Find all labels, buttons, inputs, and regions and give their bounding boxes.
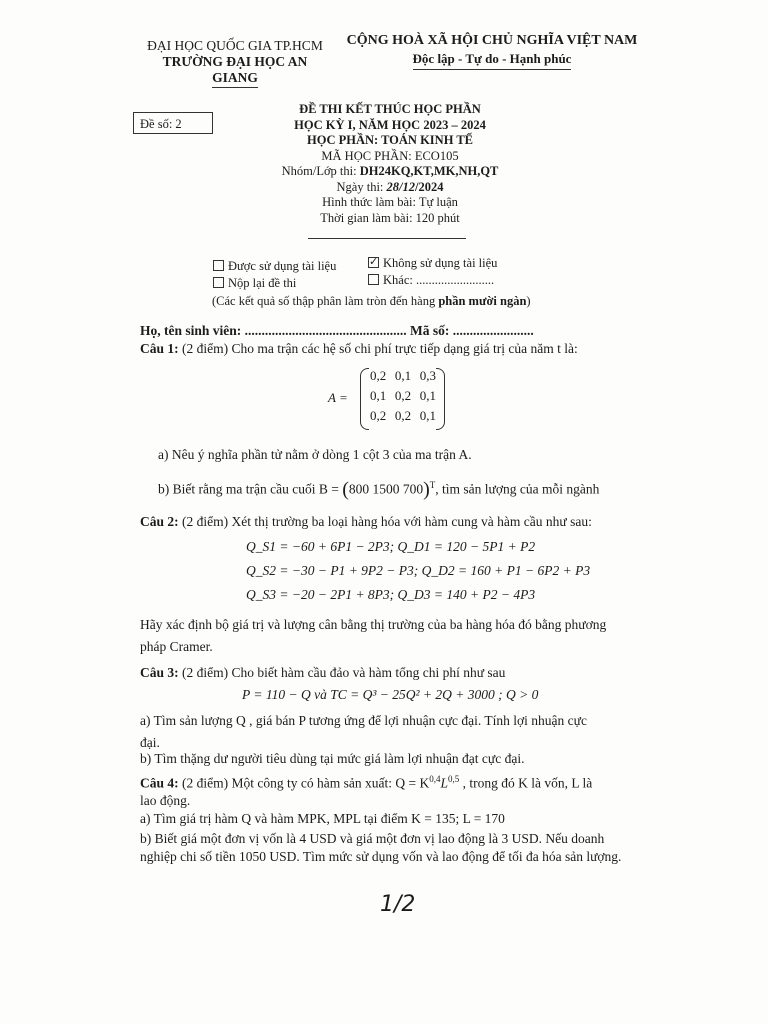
- rounding-note: (Các kết quả số thập phân làm tròn đến hàng phần mười ngàn): [212, 294, 531, 308]
- exam-info: [240, 102, 540, 226]
- id-blank: ........................: [452, 323, 534, 338]
- university-line2: TRƯỜNG ĐẠI HỌC AN: [162, 54, 308, 69]
- option-allowed-docs[interactable]: Được sử dụng tài liệu: [213, 258, 336, 275]
- q4-part-a: a) Tìm giá trị hàm Q và hàm MPK, MPL tại điểm K = 135; L = 170: [140, 811, 505, 826]
- q3-part-a-line1: a) Tìm sản lượng Q , giá bán P tương ứng để lợi nhuận cực đại. Tính lợi nhuận cực: [140, 713, 587, 728]
- q3-part-b: b) Tìm thặng dư người tiêu dùng tại mức giá làm lợi nhuận đạt cực đại.: [140, 751, 525, 766]
- q4-part-b-line1: b) Biết giá một đơn vị vốn là 4 USD và giá một đơn vị lao động là 3 USD. Nếu doanh: [140, 831, 605, 846]
- q1-part-a: a) Nêu ý nghĩa phần tử nằm ở dòng 1 cột 3 của ma trận A.: [158, 447, 472, 462]
- matrix-row: 0,2 0,2 0,1: [370, 408, 436, 423]
- q2-stem: Câu 2: (2 điểm) Xét thị trường ba loại hàng hóa với hàm cung và hàm cầu như sau:: [140, 514, 592, 529]
- q2-task-line1: Hãy xác định bộ giá trị và lượng cân bằng thị trường của ba hàng hóa đó bằng phương: [140, 617, 607, 632]
- checkbox-icon[interactable]: [368, 274, 379, 285]
- q3-part-a-line2: đại.: [140, 735, 160, 750]
- exam-number-box: Đề số: 2: [133, 112, 213, 134]
- matrix-a: [370, 368, 440, 428]
- q2-equation-3: Q_S3 = −20 − 2P1 + 8P3; Q_D3 = 140 + P2 − 4P3: [246, 587, 536, 602]
- matrix-row: 0,1 0,2 0,1: [370, 388, 436, 403]
- q1-part-b: b) Biết rằng ma trận cầu cuối B = (800 1500 700)$^T$, tìm sản lượng của mỗi ngành: [158, 478, 600, 501]
- q4-stem: Câu 4: (2 điểm) Một công ty có hàm sản xuất: $Q = K^{0,4}L^{0,5}$ , trong đó K là vốn, L là: [140, 774, 593, 791]
- separator-line: [308, 238, 466, 239]
- q1-stem: Câu 1: (2 điểm) Cho ma trận các hệ số chi phí trực tiếp dạng giá trị của năm t là:: [140, 341, 578, 356]
- checkbox-icon[interactable]: [213, 260, 224, 271]
- name-blank: ................................................: [244, 323, 407, 338]
- page-number: 1/2: [380, 892, 416, 917]
- final-demand-vector: 800 1500 700: [348, 481, 424, 497]
- checked-checkbox-icon[interactable]: [368, 257, 379, 268]
- motto: Độc lập - Tự do - Hạnh phúc: [342, 50, 642, 70]
- university-line1: ĐẠI HỌC QUỐC GIA TP.HCM: [147, 38, 323, 53]
- q3-stem: Câu 3: (2 điểm) Cho biết hàm cầu đảo và hàm tổng chi phí như sau: [140, 665, 506, 680]
- exam-title: ĐỀ THI KẾT THÚC HỌC PHẦN: [299, 102, 481, 116]
- exam-date: Ngày thi: 28/12/2024: [336, 179, 444, 194]
- university-line3: GIANG: [130, 70, 340, 88]
- exam-subject: HỌC PHẦN: TOÁN KINH TẾ: [307, 133, 473, 147]
- handwritten-date: 28/12: [386, 179, 415, 194]
- q2-equation-2: Q_S2 = −30 − P1 + 9P2 − P3; Q_D2 = 160 + P1 − 6P2 + P3: [246, 563, 591, 578]
- matrix-name: A =: [328, 390, 348, 405]
- option-other[interactable]: Khác: .........................: [368, 272, 494, 289]
- q2-equation-1: Q_S1 = −60 + 6P1 − 2P3; Q_D1 = 120 − 5P1 + P2: [246, 539, 536, 554]
- matrix-row: 0,2 0,1 0,3: [370, 368, 436, 383]
- checkbox-icon[interactable]: [213, 277, 224, 288]
- exam-group: Nhóm/Lớp thi: DH24KQ,KT,MK,NH,QT: [281, 164, 499, 178]
- republic-header: [342, 32, 642, 70]
- q2-task-line2: pháp Cramer.: [140, 639, 213, 654]
- exam-time: Thời gian làm bài: 120 phút: [320, 210, 460, 225]
- exam-semester: HỌC KỲ I, NĂM HỌC 2023 – 2024: [294, 117, 486, 132]
- exam-code: MÃ HỌC PHẦN: ECO105: [321, 148, 459, 163]
- university-header: [130, 38, 340, 88]
- q4-part-b-line2: nghiệp chi số tiền 1050 USD. Tìm mức sử dụng vốn và lao động để tối đa hóa sản lượng.: [140, 849, 622, 864]
- left-paren: [360, 368, 369, 430]
- q4-stem-line2: lao động.: [140, 793, 191, 808]
- q3-equation: P = 110 − Q và TC = Q³ − 25Q² + 2Q + 3000 ; Q > 0: [242, 687, 539, 702]
- option-not-allowed-docs[interactable]: ✓ Không sử dụng tài liệu: [368, 255, 497, 272]
- option-submit[interactable]: Nộp lại đề thi: [213, 275, 296, 292]
- student-info: Họ, tên sinh viên: ................................................ Mã số: ........................: [140, 323, 534, 338]
- republic-title: CỘNG HOÀ XÃ HỘI CHỦ NGHĨA VIỆT NAM: [346, 33, 638, 48]
- exam-form: Hình thức làm bài: Tự luận: [322, 195, 458, 209]
